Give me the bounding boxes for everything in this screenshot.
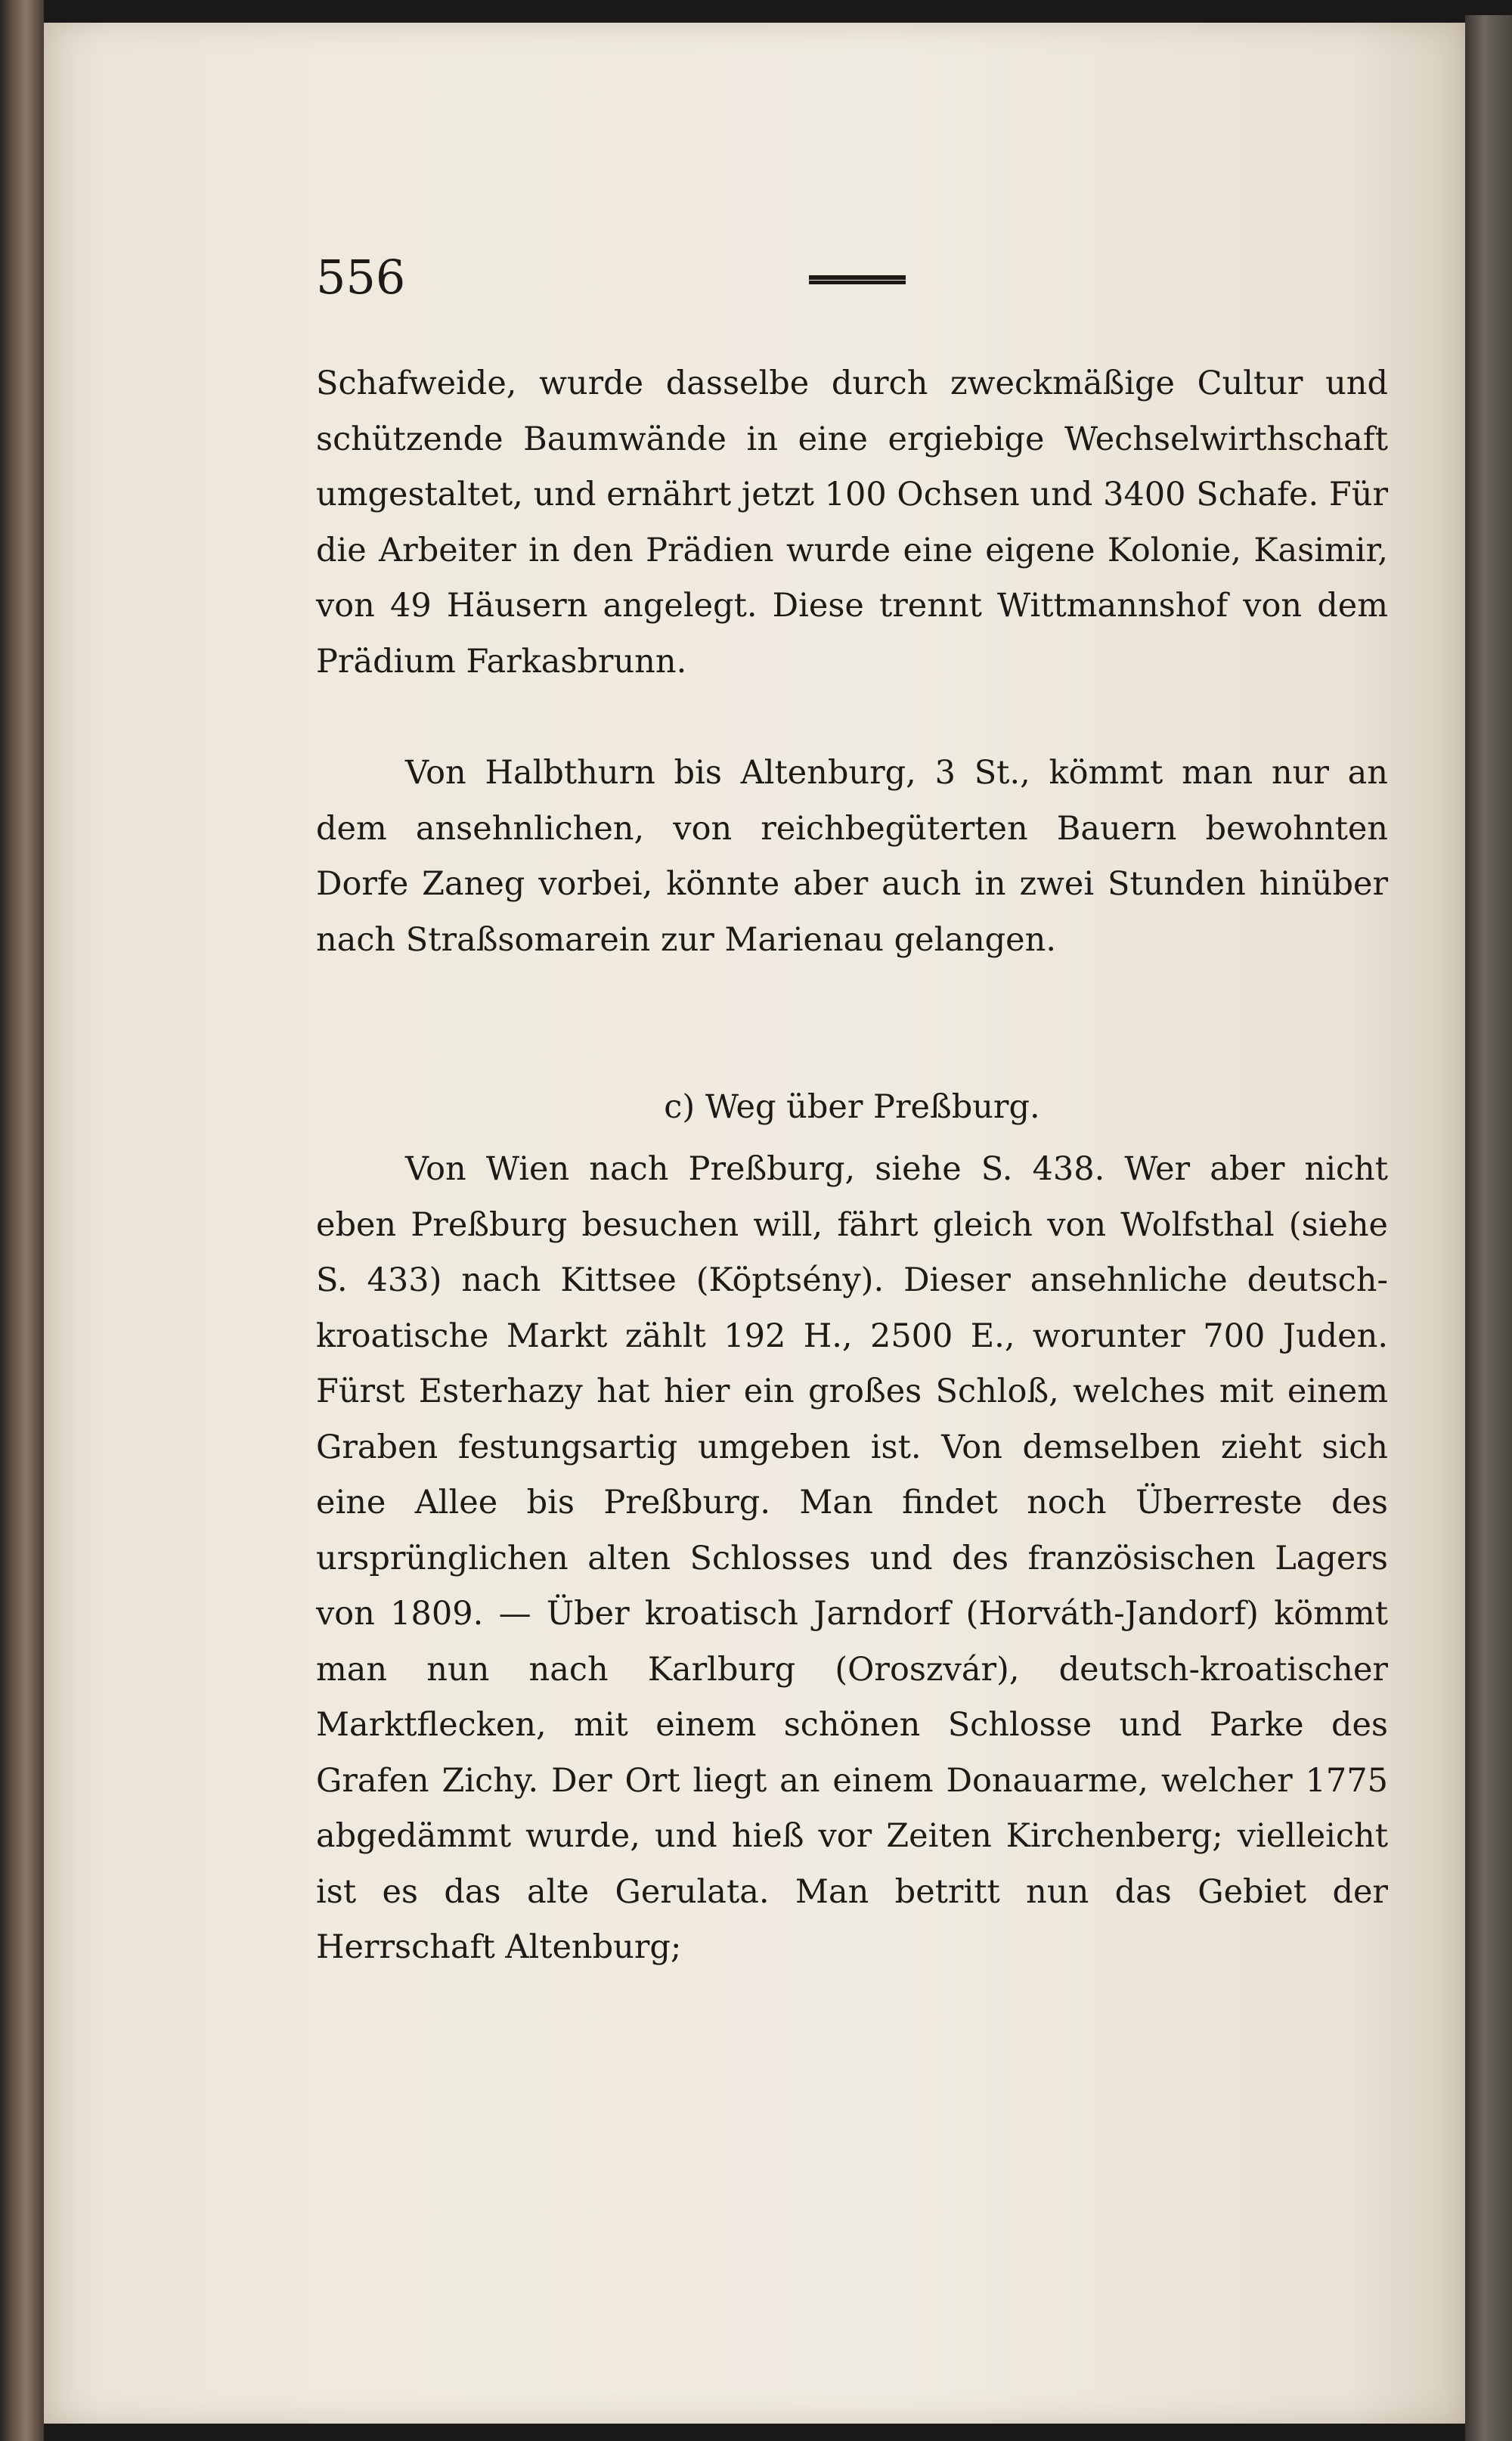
header-rule xyxy=(809,275,906,284)
paragraph-sheep-pasture: Schafweide, wurde dasselbe durch zweckmäßige Cultur und schützende Baumwände in eine ergiebige Wechselwirthschaft umgestaltet, und ernährt jetzt 100 Ochsen und 3400 Schafe. Für die Arbeiter in den Prädien wurde eine eigene Kolonie, Kasimir, von 49 Häusern angelegt. Diese trennt Wittmannshof von dem Prädium Farkasbrunn. xyxy=(316,364,1388,681)
paragraph-halbthurn-altenburg: Von Halbthurn bis Altenburg, 3 St., kömmt man nur an dem ansehnlichen, von reichbegüterten Bauern bewohnten Dorfe Zaneg vorbei, könnte aber auch in zwei Stunden hinüber nach Straßsomarein zur Marienau gelangen. xyxy=(316,754,1388,959)
paragraph-vienna-pressburg: Von Wien nach Preßburg, siehe S. 438. Wer aber nicht eben Preßburg besuchen will, fährt gleich von Wolfsthal (siehe S. 433) nach Kittsee (Köptsény). Dieser ansehnliche deutsch-kroatische Markt zählt 192 H., 2500 E., worunter 700 Juden. Fürst Esterhazy hat hier ein großes Schloß, welches mit einem Graben festungsartig umgeben ist. Von demselben zieht sich eine Allee bis Preßburg. Man findet noch Überreste des ursprünglichen alten Schlosses und des französischen Lagers von 1809. — Über kroatisch Jarndorf (Horváth-Jandorf) kömmt man nun nach Karlburg (Oroszvár), deutsch-kroatischer Marktflecken, mit einem schönen Schlosse und Parke des Grafen Zichy. Der Ort liegt an einem Donauarme, welcher 1775 abgedämmt wurde, und hieß vor Zeiten Kirchenberg; vielleicht ist es das alte Gerulata. Man betritt nun das Gebiet der Herrschaft Altenburg; xyxy=(316,1150,1388,1966)
page-number: 556 xyxy=(316,250,406,305)
section-heading: c) Weg über Preßburg. xyxy=(664,1088,1040,1126)
book-spine xyxy=(0,0,44,2441)
page-edge xyxy=(1465,15,1512,2441)
